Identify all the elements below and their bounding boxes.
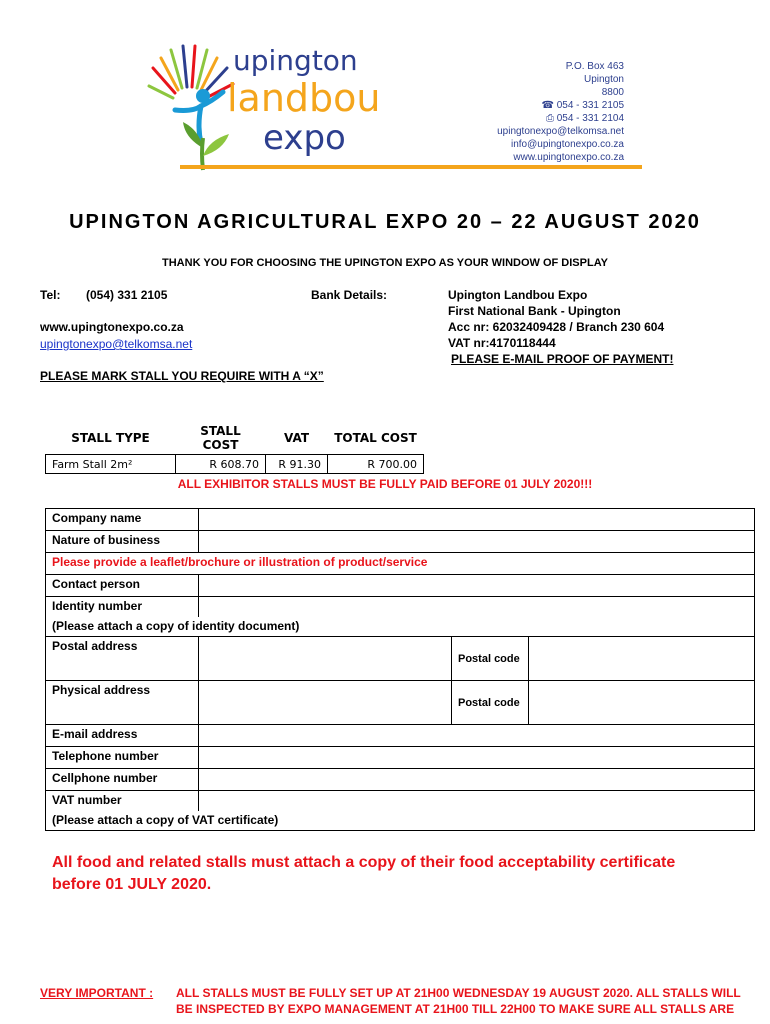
mark-instruction: PLEASE MARK STALL YOU REQUIRE WITH A “X” [40, 369, 324, 383]
page-title: UPINGTON AGRICULTURAL EXPO 20 – 22 AUGUST 2020 [69, 211, 701, 233]
stall-table-header [46, 422, 424, 455]
logo-text-expo: expo [263, 118, 346, 158]
physical-postal-code-label: Postal code [452, 681, 529, 725]
postal-code: 8800 [601, 87, 624, 98]
logo-text-upington: upington [233, 44, 358, 77]
company-name-field[interactable] [199, 509, 755, 531]
col-stall-type: STALL TYPE [71, 431, 150, 445]
fax-icon: ⎙ [545, 113, 557, 124]
postal-code-field[interactable] [529, 637, 755, 681]
stall-type-cell[interactable]: Farm Stall 2m² [46, 455, 176, 474]
email-address-label: E-mail address [46, 725, 199, 747]
phone-icon: ☎ [541, 100, 557, 111]
bank-line-4: VAT nr:4170118444 [448, 336, 556, 350]
total-cost-cell: R 700.00 [328, 455, 424, 474]
bank-line-3: Acc nr: 62032409428 / Branch 230 604 [448, 320, 665, 334]
cellphone-number-field[interactable] [199, 769, 755, 791]
town: Upington [583, 74, 624, 85]
bank-line-2: First National Bank - Upington [448, 304, 621, 318]
email-1[interactable]: upingtonexpo@telkomsa.net [497, 126, 624, 137]
vat-number-label: VAT number [46, 791, 199, 811]
expo-logo [145, 38, 415, 173]
physical-address-label: Physical address [46, 681, 199, 725]
postal-address-field[interactable] [199, 637, 452, 681]
logo-text-landbou: landbou [227, 76, 381, 120]
identity-number-field[interactable] [199, 597, 755, 617]
identity-note: (Please attach a copy of identity document) [46, 617, 755, 637]
physical-address-field[interactable] [199, 681, 452, 725]
contact-block [497, 60, 624, 164]
subtitle: THANK YOU FOR CHOOSING THE UPINGTON EXPO AS YOUR WINDOW OF DISPLAY [162, 257, 608, 269]
tel-label: Tel: [40, 288, 61, 302]
website[interactable]: www.upingtonexpo.co.za [513, 152, 624, 163]
leaflet-note: Please provide a leaflet/brochure or illustration of product/service [46, 553, 755, 575]
contact-person-label: Contact person [46, 575, 199, 597]
email-link[interactable]: upingtonexpo@telkomsa.net [40, 337, 193, 351]
phone-line-1: ☎ 054 - 331 2105 [541, 100, 624, 111]
stall-cost-cell: R 608.70 [176, 455, 266, 474]
contact-person-field[interactable] [199, 575, 755, 597]
physical-postal-code-field[interactable] [529, 681, 755, 725]
paid-notice: ALL EXHIBITOR STALLS MUST BE FULLY PAID BEFORE 01 JULY 2020!!! [177, 477, 593, 491]
email-address-field[interactable] [199, 725, 755, 747]
exhibitor-form [45, 508, 755, 831]
po-box: P.O. Box 463 [565, 61, 624, 72]
identity-number-label: Identity number [46, 597, 199, 617]
postal-code-label: Postal code [452, 637, 529, 681]
postal-address-label: Postal address [46, 637, 199, 681]
vat-cell: R 91.30 [266, 455, 328, 474]
bank-line-1: Upington Landbou Expo [448, 288, 588, 302]
telephone-number-field[interactable] [199, 747, 755, 769]
header-divider [180, 165, 642, 169]
table-row[interactable] [46, 455, 424, 474]
stall-table [45, 422, 424, 474]
important-line-2: BE INSPECTED BY EXPO MANAGEMENT AT 21H00 TILL 22H00 TO MAKE SURE ALL STALLS ARE [176, 1002, 735, 1014]
food-notice: All food and related stalls must attach a copy of their food acceptability certificate before 01 JULY 2020. [52, 854, 676, 893]
company-name-label: Company name [46, 509, 199, 531]
tel-value: (054) 331 2105 [86, 288, 168, 302]
important-line-1: ALL STALLS MUST BE FULLY SET UP AT 21H00 WEDNESDAY 19 AUGUST 2020. ALL STALLS WILL [176, 986, 741, 1000]
vat-note: (Please attach a copy of VAT certificate) [46, 811, 755, 831]
website-text: www.upingtonexpo.co.za [40, 320, 184, 334]
phone-line-2: ⎙ 054 - 331 2104 [545, 113, 624, 124]
proof-of-payment: PLEASE E-MAIL PROOF OF PAYMENT! [451, 352, 674, 366]
vat-number-field[interactable] [199, 791, 755, 811]
email-2[interactable]: info@upingtonexpo.co.za [510, 139, 624, 150]
telephone-number-label: Telephone number [46, 747, 199, 769]
important-label: VERY IMPORTANT : [40, 986, 154, 1000]
nature-of-business-field[interactable] [199, 531, 755, 553]
cellphone-number-label: Cellphone number [46, 769, 199, 791]
bank-label: Bank Details: [311, 288, 388, 302]
nature-of-business-label: Nature of business [46, 531, 199, 553]
col-stall-cost: STALL COST [200, 424, 241, 452]
col-total-cost: TOTAL COST [334, 431, 417, 445]
col-vat: VAT [283, 431, 309, 445]
